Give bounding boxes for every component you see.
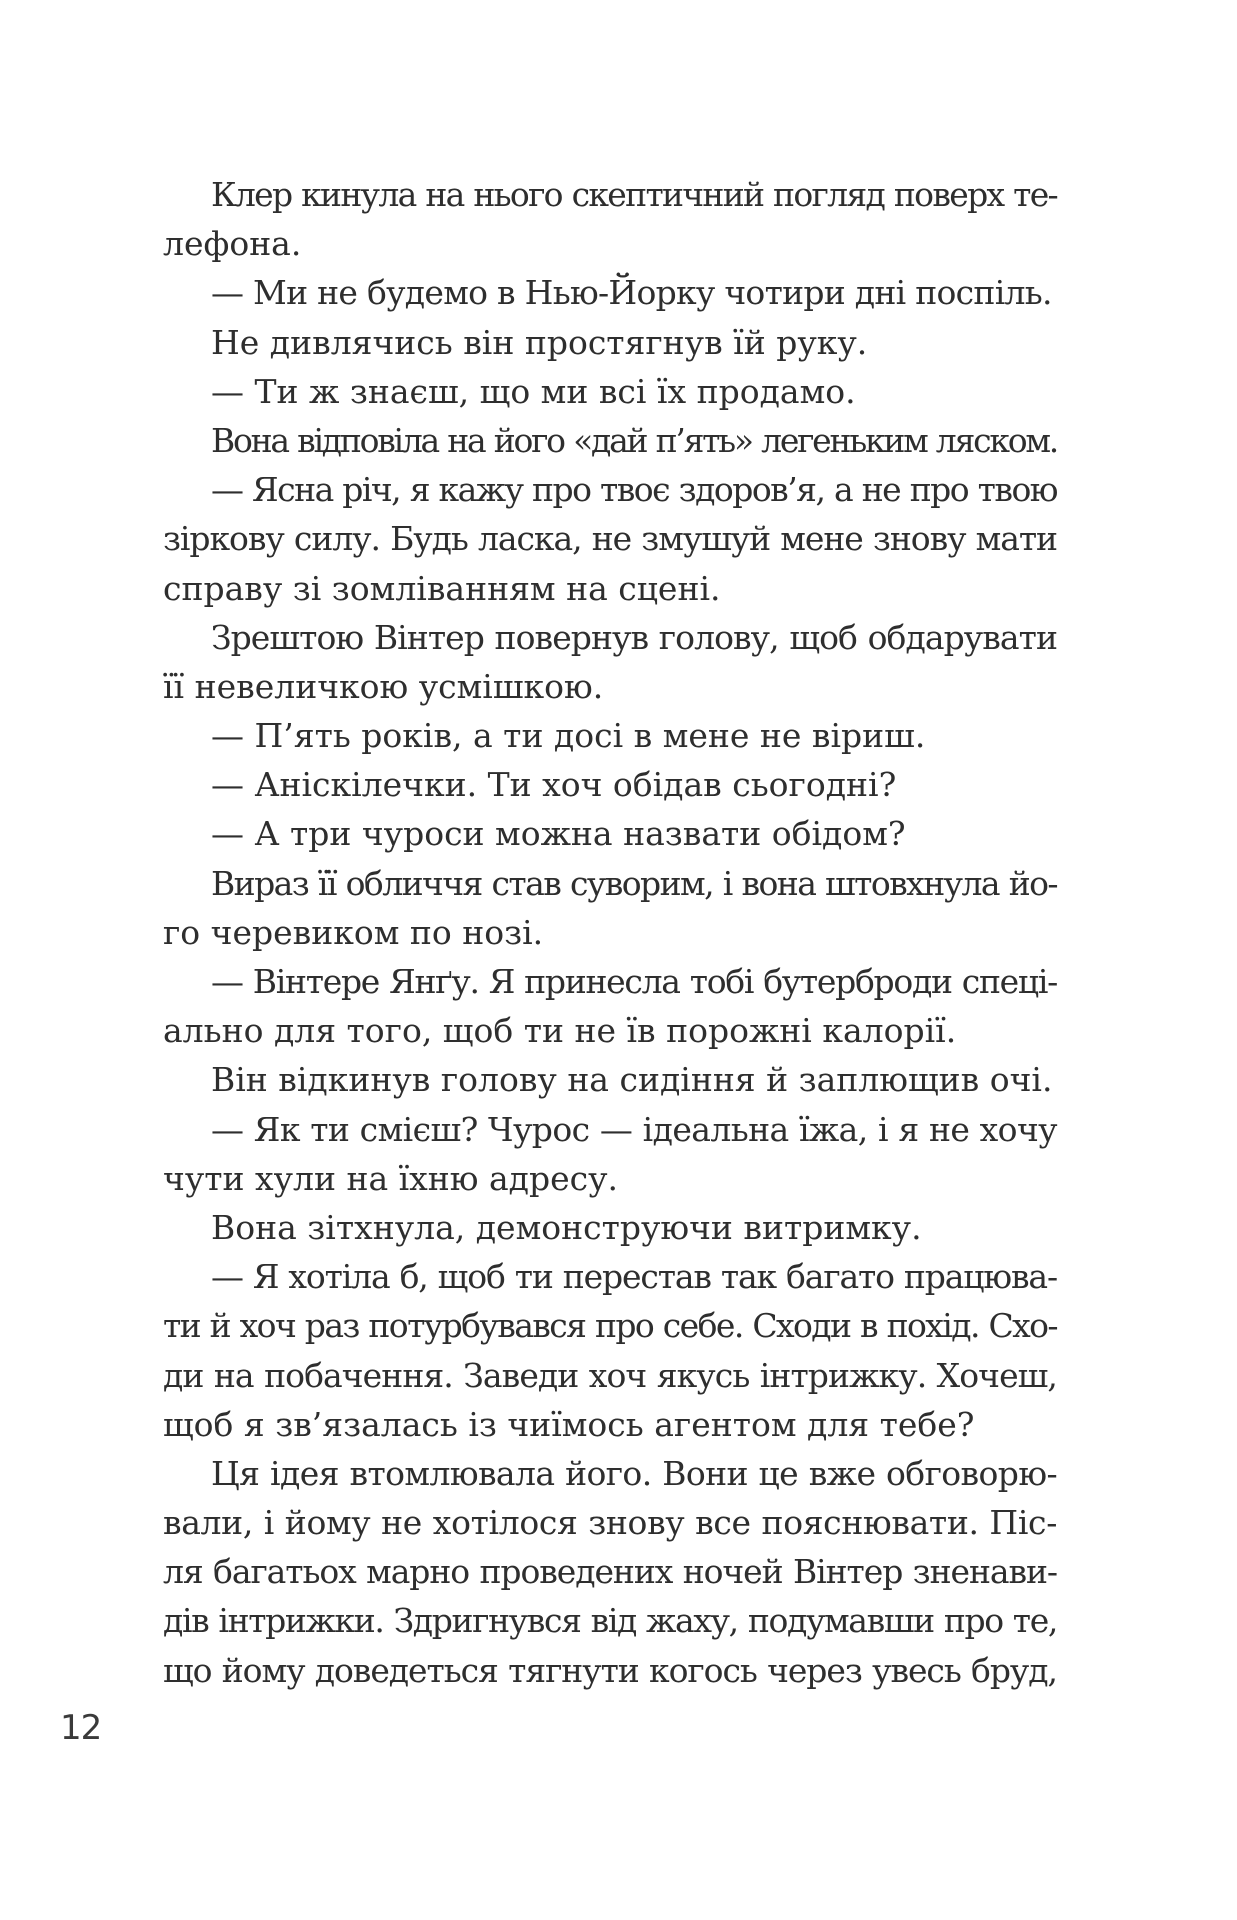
text-line: ди на побачення. Заведи хоч якусь інтрижку. Хочеш, <box>163 1355 1057 1395</box>
text-line: Не дивлячись він простягнув їй руку. <box>211 322 868 362</box>
text-line: Клер кинула на нього скептичний погляд поверх те- <box>211 175 1057 214</box>
text-line: чути хули на їхню адресу. <box>163 1158 619 1198</box>
text-line: — Ясна річ, я кажу про твоє здоров’я, а не про твою <box>211 470 1057 510</box>
text-line: що йому доведеться тягнути когось через увесь бруд, <box>163 1650 1057 1690</box>
text-line: Ця ідея втомлювала його. Вони це вже обговорю- <box>211 1453 1057 1493</box>
text-line: — Вінтере Янґу. Я принесла тобі бутерброди спеці- <box>211 962 1057 1001</box>
text-line: — Ти ж знаєш, що ми всі їх продамо. <box>211 371 856 411</box>
text-line: ально для того, щоб ти не їв порожні калорії. <box>163 1011 957 1051</box>
text-line: дів інтрижки. Здригнувся від жаху, подумавши про те, <box>163 1601 1057 1641</box>
text-line: Вона відповіла на його «дай п’ять» легеньким ляском. <box>211 420 1057 460</box>
text-line: — Я хотіла б, щоб ти перестав так багато працюва- <box>211 1257 1057 1297</box>
text-line: справу зі зомліванням на сцені. <box>163 568 721 608</box>
text-line: Зрештою Вінтер повернув голову, щоб обдарувати <box>211 617 1057 657</box>
text-line: її невеличкою усмішкою. <box>163 666 604 706</box>
text-line: ти й хоч раз потурбувався про себе. Сходи в похід. Схо- <box>163 1306 1057 1346</box>
text-line: ля багатьох марно проведених ночей Вінтер зненави- <box>163 1552 1057 1592</box>
text-line: Він відкинув голову на сидіння й заплющив очі. <box>211 1060 1053 1100</box>
text-line: — П’ять років, а ти досі в мене не віриш. <box>211 716 926 756</box>
text-line: Вираз її обличчя став суворим, і вона штовхнула йо- <box>211 863 1057 903</box>
text-line: — Аніскілечки. Ти хоч обідав сьогодні? <box>211 765 897 805</box>
text-line: зіркову силу. Будь ласка, не змушуй мене знову мати <box>163 519 1057 559</box>
text-line: — Як ти смієш? Чурос — ідеальна їжа, і я не хочу <box>211 1109 1057 1149</box>
text-line: Вона зітхнула, демонструючи витримку. <box>211 1207 922 1247</box>
text-line: щоб я зв’язалась із чиїмось агентом для тебе? <box>163 1404 975 1444</box>
text-line: вали, і йому не хотілося знову все пояснювати. Піс- <box>163 1503 1057 1543</box>
text-line: — Ми не будемо в Нью-Йорку чотири дні поспіль. <box>211 273 1052 313</box>
text-line: — А три чуроси можна назвати обідом? <box>211 814 906 854</box>
text-line: лефона. <box>163 224 302 264</box>
body-text <box>163 170 1057 1695</box>
text-line: го черевиком по нозі. <box>163 912 544 952</box>
page-number: 12 <box>60 1708 102 1748</box>
